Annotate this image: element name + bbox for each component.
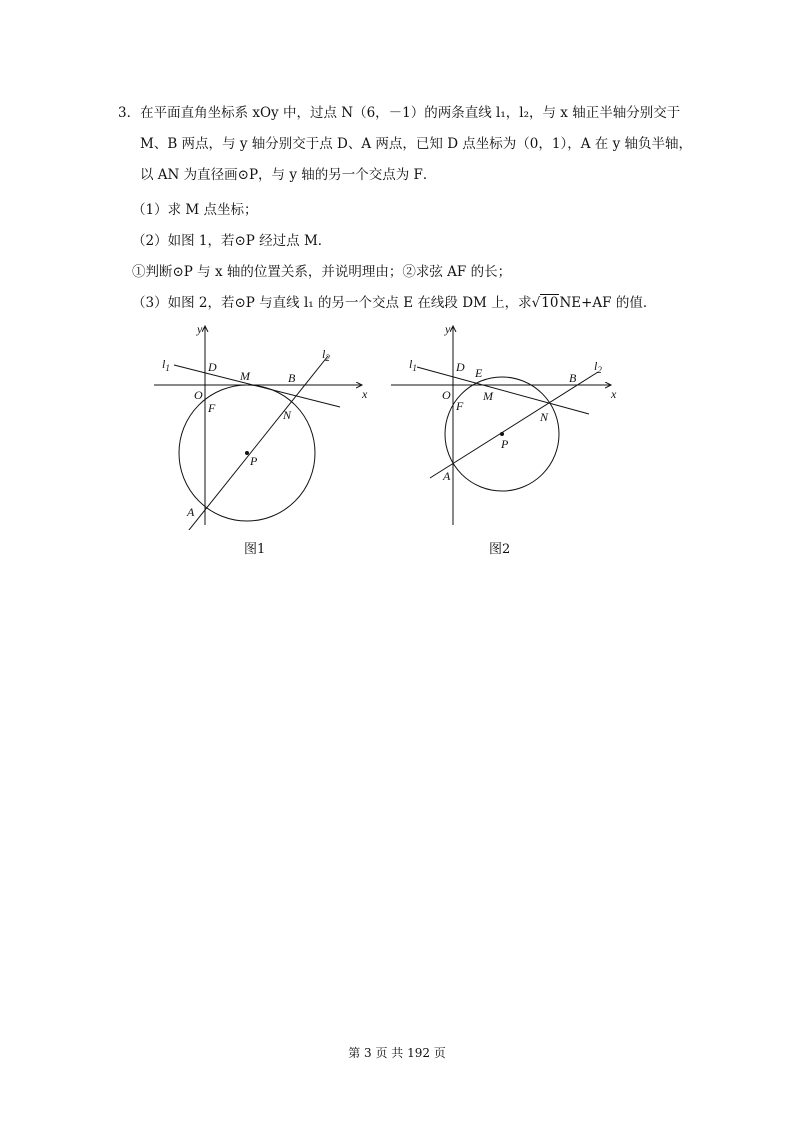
label-l2-sub: 2 <box>325 353 330 363</box>
label-l1 <box>162 357 170 373</box>
sqrt-symbol: √10 <box>531 295 559 311</box>
figure-2-caption: 图2 <box>489 542 511 557</box>
label-p: P <box>250 454 258 468</box>
problem-line-2: M、B 两点，与 y 轴分别交于点 D、A 两点，已知 D 点坐标为（0，1），A 在 y 轴负半轴， <box>140 136 692 152</box>
label-l2-main: l <box>322 347 326 361</box>
label-l2 <box>322 347 330 363</box>
line-l2 <box>185 356 328 530</box>
label-f: F <box>208 401 216 415</box>
label-l1-sub: 1 <box>165 363 170 373</box>
label-n: N <box>540 410 549 424</box>
label-o: O <box>442 388 451 402</box>
label-d: D <box>456 360 465 374</box>
label-o: O <box>194 388 203 402</box>
problem-line-3: 以 AN 为直径画⊙P，与 y 轴的另一个交点为 F． <box>140 167 437 183</box>
question-1: （1）求 M 点坐标； <box>132 202 258 218</box>
label-d: D <box>208 360 217 374</box>
figure-1 <box>150 320 380 530</box>
question-3 <box>132 291 656 311</box>
problem-line-1: 3．在平面直角坐标系 xOy 中，过点 N（6，－1）的两条直线 l₁，l₂，与 x 轴正半轴分别交于 <box>118 105 681 121</box>
label-m: M <box>240 369 250 383</box>
line-l2 <box>430 372 598 478</box>
point-p <box>245 451 249 455</box>
label-a: A <box>187 505 195 519</box>
label-y: y <box>197 322 203 336</box>
label-l2-main: l <box>594 359 598 373</box>
label-e: E <box>475 366 483 380</box>
label-l1 <box>409 357 417 373</box>
question-3-post: NE+AF 的值． <box>559 295 657 311</box>
label-l1-main: l <box>409 357 413 371</box>
label-f: F <box>456 399 464 413</box>
label-p: P <box>501 437 509 451</box>
label-l2 <box>594 359 602 375</box>
figure-1-caption: 图1 <box>244 542 266 557</box>
figure-2-diagram <box>385 320 625 530</box>
label-a: A <box>443 469 451 483</box>
label-m: M <box>483 389 493 403</box>
figure-2 <box>385 320 625 530</box>
label-l1-sub: 1 <box>412 363 417 373</box>
question-3-pre: （3）如图 2，若⊙P 与直线 l₁ 的另一个交点 E 在线段 DM 上，求 <box>132 295 532 311</box>
label-x: x <box>611 387 617 401</box>
label-b: B <box>288 371 296 385</box>
label-b: B <box>569 371 577 385</box>
label-l2-sub: 2 <box>597 365 602 375</box>
label-l1-main: l <box>162 357 166 371</box>
label-n: N <box>283 408 292 422</box>
question-2: （2）如图 1，若⊙P 经过点 M． <box>132 233 332 249</box>
point-p <box>500 432 504 436</box>
label-x: x <box>362 387 368 401</box>
label-y: y <box>445 322 451 336</box>
sqrt-radicand: 10 <box>541 295 559 311</box>
question-2-sub: ①判断⊙P 与 x 轴的位置关系，并说明理由；②求弦 AF 的长； <box>132 264 512 280</box>
page-footer: 第 3 页 共 192 页 <box>348 1046 446 1060</box>
figure-1-diagram <box>150 320 380 530</box>
